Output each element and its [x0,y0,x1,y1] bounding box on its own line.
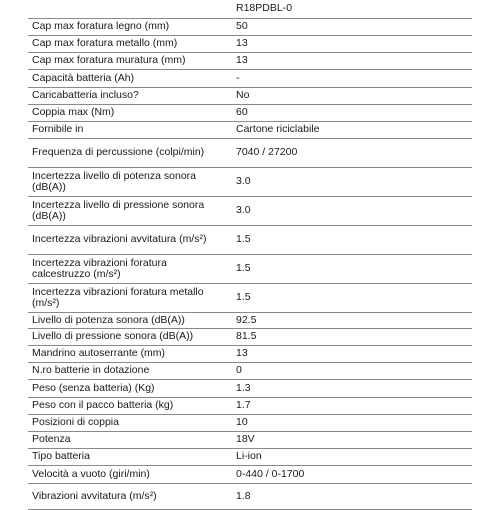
spec-row [28,483,472,509]
spec-row [28,465,472,483]
spec-row [28,397,472,414]
spec-label: Coppia max (Nm) [28,104,224,121]
spec-row [28,35,472,52]
spec-value: 13 [224,35,472,52]
spec-table [28,0,472,510]
spec-row [28,104,472,121]
spec-value: 81.5 [224,328,472,345]
spec-value: 3.0 [224,196,472,225]
spec-label: Cap max foratura legno (mm) [28,18,224,35]
spec-row [28,345,472,362]
spec-label: Tipo batteria [28,448,224,465]
spec-value: Cartone riciclabile [224,121,472,138]
spec-label: Cap max foratura metallo (mm) [28,35,224,52]
spec-label: Caricabatteria incluso? [28,87,224,104]
spec-row [28,196,472,225]
spec-value: 1.5 [224,225,472,254]
spec-label: Posizioni di coppia [28,414,224,431]
spec-row [28,167,472,196]
spec-row [28,18,472,35]
spec-label: Mandrino autoserrante (mm) [28,345,224,362]
spec-row [28,328,472,345]
spec-row [28,254,472,283]
spec-value: 1.7 [224,397,472,414]
spec-label: N.ro batterie in dotazione [28,362,224,379]
spec-label: Potenza [28,431,224,448]
spec-row [28,121,472,138]
spec-label: Fornibile in [28,121,224,138]
spec-label: Incertezza vibrazioni foratura calcestruzzo (m/s²) [28,254,224,283]
spec-value: - [224,69,472,87]
spec-row [28,225,472,254]
spec-label: Peso (senza batteria) (Kg) [28,379,224,397]
spec-value: 0 [224,362,472,379]
spec-value: 50 [224,18,472,35]
spec-row [28,312,472,328]
spec-label: Incertezza vibrazioni foratura metallo (m/s²) [28,283,224,312]
spec-row [28,414,472,431]
spec-value: 10 [224,414,472,431]
spec-value: 1.5 [224,254,472,283]
spec-table-body [28,18,472,509]
spec-value: 13 [224,345,472,362]
spec-row [28,52,472,69]
header-label-cell [28,0,224,18]
spec-value: 13 [224,52,472,69]
spec-label: Incertezza livello di potenza sonora (dB(A)) [28,167,224,196]
spec-row [28,379,472,397]
spec-row [28,69,472,87]
spec-value: 60 [224,104,472,121]
spec-value: 92.5 [224,312,472,328]
spec-row [28,138,472,167]
spec-row [28,362,472,379]
spec-label: Cap max foratura muratura (mm) [28,52,224,69]
spec-value: 3.0 [224,167,472,196]
spec-label: Capacità batteria (Ah) [28,69,224,87]
spec-label: Frequenza di percussione (colpi/min) [28,138,224,167]
spec-label: Livello di potenza sonora (dB(A)) [28,312,224,328]
spec-label: Vibrazioni avvitatura (m/s²) [28,483,224,509]
spec-value: 1.3 [224,379,472,397]
spec-row [28,448,472,465]
spec-value: 7040 / 27200 [224,138,472,167]
spec-label: Livello di pressione sonora (dB(A)) [28,328,224,345]
spec-row [28,87,472,104]
spec-label: Peso con il pacco batteria (kg) [28,397,224,414]
model-name: R18PDBL-0 [224,0,472,18]
spec-value: 18V [224,431,472,448]
spec-label: Incertezza livello di pressione sonora (dB(A)) [28,196,224,225]
spec-label: Velocità a vuoto (giri/min) [28,465,224,483]
spec-row [28,283,472,312]
spec-value: 1.8 [224,483,472,509]
spec-table-header [28,0,472,18]
spec-row [28,431,472,448]
spec-value: 1.5 [224,283,472,312]
spec-value: Li-ion [224,448,472,465]
spec-value: No [224,87,472,104]
spec-value: 0-440 / 0-1700 [224,465,472,483]
header-row [28,0,472,18]
spec-label: Incertezza vibrazioni avvitatura (m/s²) [28,225,224,254]
